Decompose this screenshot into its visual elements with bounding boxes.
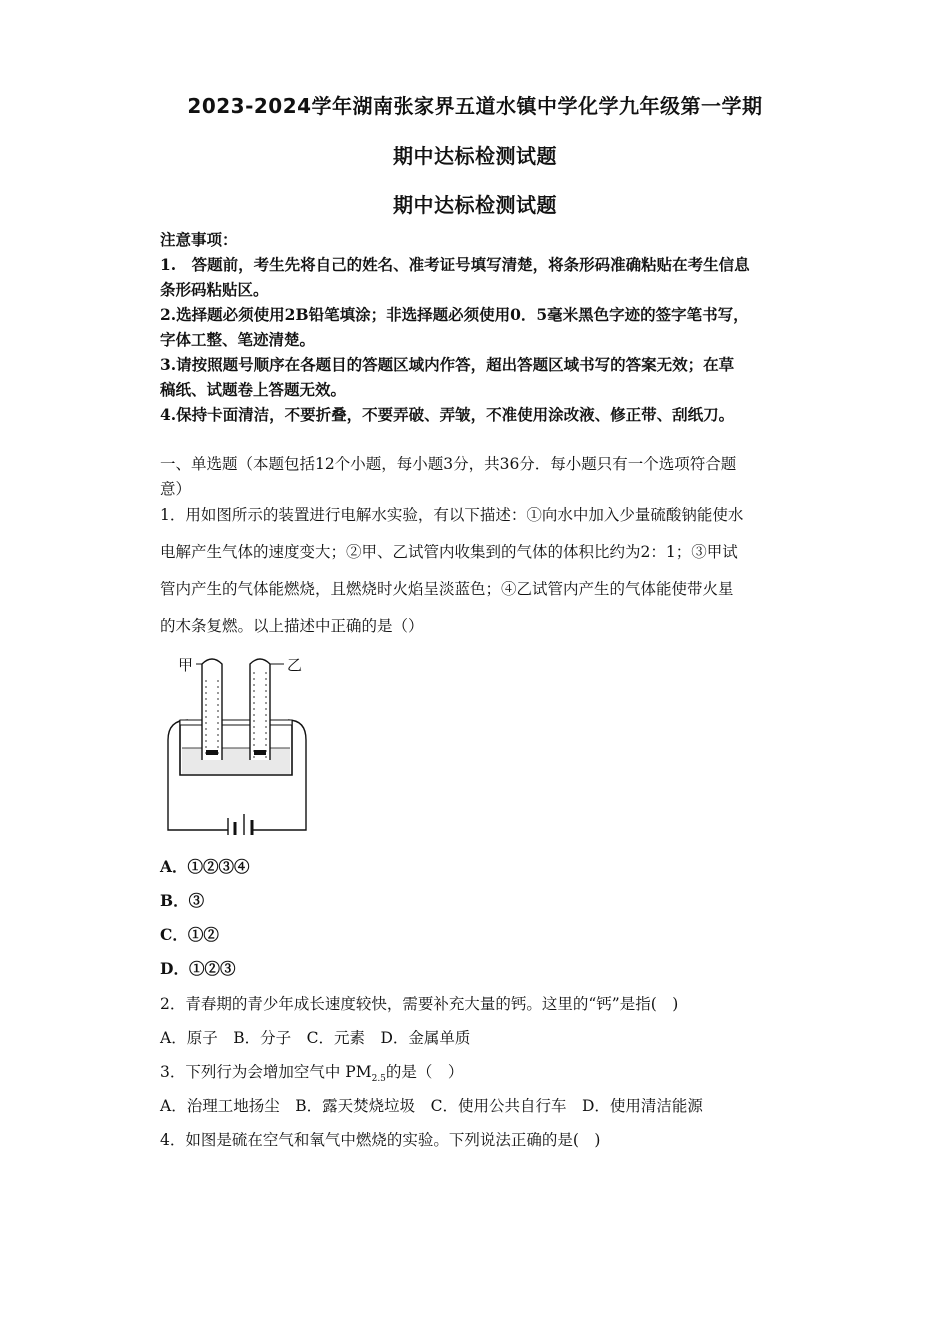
q1-option-d: D．①②③ — [160, 959, 236, 978]
exam-title-line1: 2023-2024学年湖南张家界五道水镇中学化学九年级第一学期 — [187, 94, 763, 118]
q2-options: A．原子 B．分子 C．元素 D．金属单质 — [160, 1029, 471, 1047]
notice-item-3-cont: 稿纸、试题卷上答题无效。 — [160, 380, 347, 399]
tube-label-yi: 乙 — [287, 656, 303, 674]
notice-item-2: 2.选择题必须使用2B铅笔填涂；非选择题必须使用0．5毫米黑色字迹的签字笔书写， — [160, 305, 749, 324]
q1-option-b: B．③ — [160, 891, 205, 910]
notice-item-1: 1. 答题前，考生先将自己的姓名、准考证号填写清楚，将条形码准确粘贴在考生信息 — [160, 255, 750, 274]
tube-label-jia: 甲 — [178, 656, 194, 674]
q1-stem-line4: 的木条复燃。以上描述中正确的是（） — [160, 617, 424, 635]
section-heading: 一、单选题（本题包括12个小题，每小题3分，共36分．每小题只有一个选项符合题 — [160, 455, 737, 473]
q3-stem-subscript: 2.5 — [371, 1074, 386, 1085]
electrolysis-apparatus-figure — [160, 650, 320, 839]
q3-options: A．治理工地扬尘 B．露天焚烧垃圾 C．使用公共自行车 D．使用清洁能源 — [160, 1097, 703, 1115]
notice-item-2-cont: 字体工整、笔迹清楚。 — [160, 330, 316, 349]
exam-title-line2: 期中达标检测试题 — [393, 144, 557, 168]
q3-stem-end: 的是（ ） — [385, 1063, 464, 1081]
q1-option-a: A．①②③④ — [160, 857, 250, 876]
section-heading-cont: 意） — [160, 480, 192, 498]
q1-stem-line3: 管内产生的气体能燃烧，且燃烧时火焰呈淡蓝色；④乙试管内产生的气体能使带火星 — [160, 580, 734, 598]
exam-title-line3: 期中达标检测试题 — [393, 193, 557, 217]
q1-stem-line2: 电解产生气体的速度变大；②甲、乙试管内收集到的气体的体积比约为2：1；③甲试 — [160, 543, 738, 561]
q3-stem-text: 3．下列行为会增加空气中 PM — [160, 1063, 372, 1081]
notice-item-3: 3.请按照题号顺序在各题目的答题区域内作答，超出答题区域书写的答案无效；在草 — [160, 355, 735, 374]
q1-stem-line1: 1．用如图所示的装置进行电解水实验，有以下描述：①向水中加入少量硫酸钠能使水 — [160, 506, 744, 524]
q3-stem — [160, 1060, 800, 1084]
notice-item-4: 4.保持卡面清洁，不要折叠，不要弄破、弄皱，不准使用涂改液、修正带、刮纸刀。 — [160, 405, 735, 424]
notice-item-1-cont: 条形码粘贴区。 — [160, 280, 269, 299]
q4-stem: 4．如图是硫在空气和氧气中燃烧的实验。下列说法正确的是( ) — [160, 1131, 601, 1149]
q2-stem: 2．青春期的青少年成长速度较快，需要补充大量的钙。这里的“钙”是指( ) — [160, 995, 679, 1013]
notice-heading: 注意事项： — [160, 230, 238, 249]
q1-option-c: C．①② — [160, 925, 219, 944]
